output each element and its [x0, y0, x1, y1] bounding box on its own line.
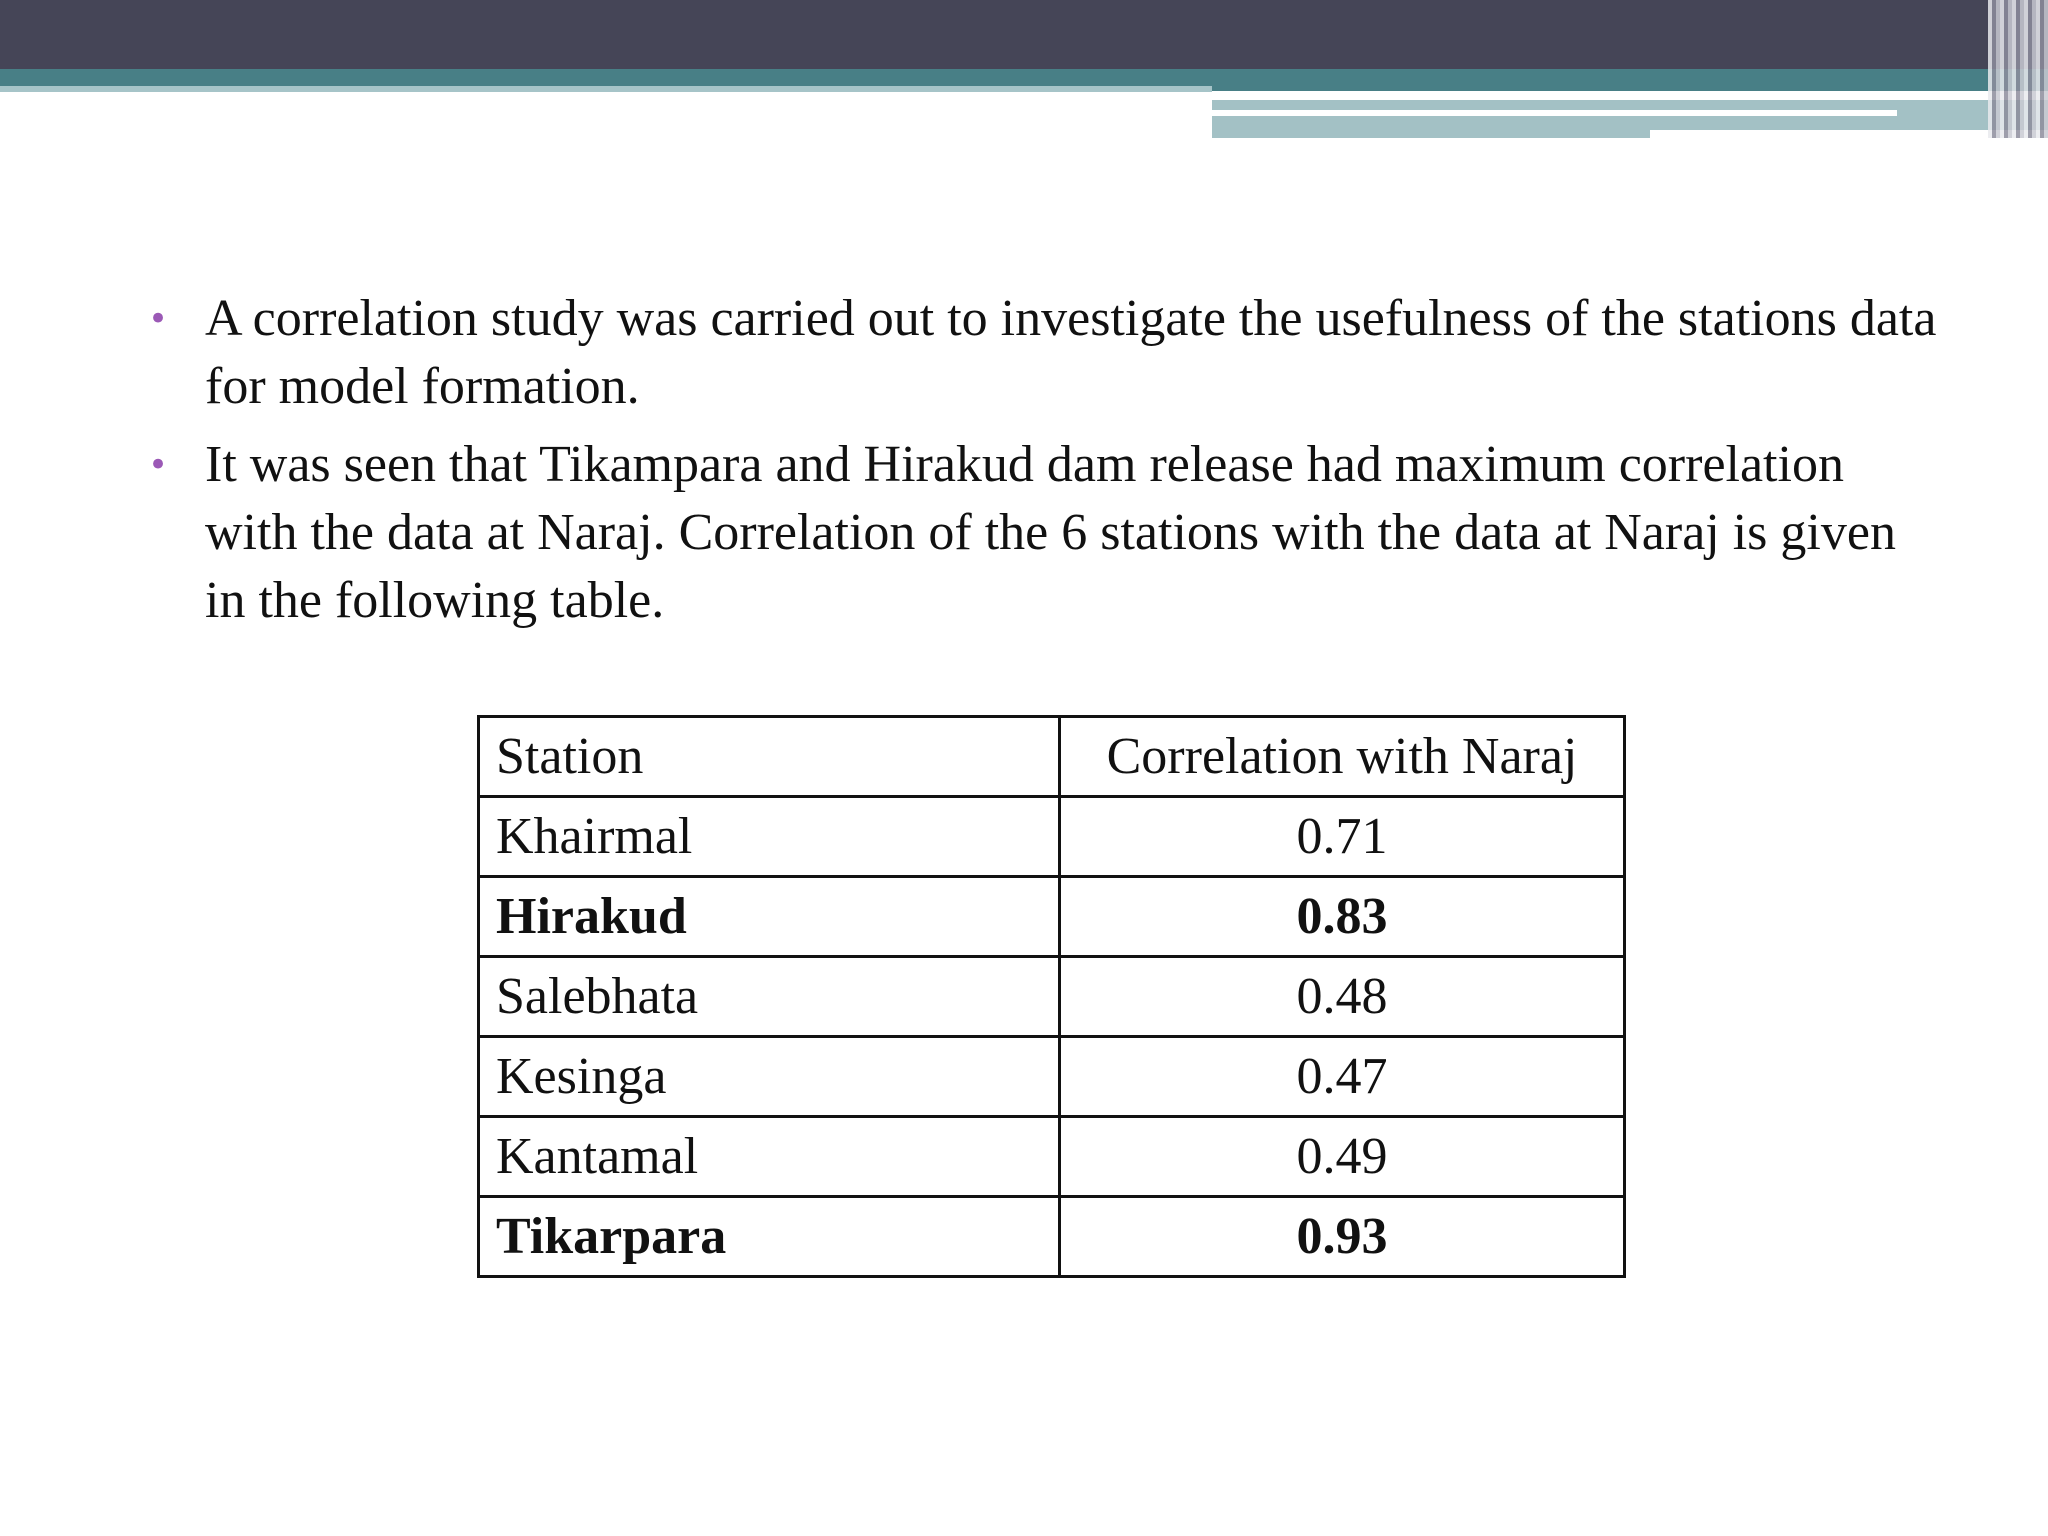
bullet-text: It was seen that Tikampara and Hirakud dam release had maximum correlation with the data at Naraj. Correlation of the 6 stations with the data at Naraj is given in the following table. [205, 436, 1896, 629]
correlation-cell: 0.48 [1060, 957, 1625, 1037]
correlation-table [477, 715, 1626, 1278]
table-row [479, 1197, 1625, 1277]
correlation-cell: 0.93 [1060, 1197, 1625, 1277]
bullet-icon: • [148, 299, 169, 339]
header-edge-stripes [1988, 0, 2048, 138]
correlation-cell: 0.83 [1060, 877, 1625, 957]
correlation-cell: 0.49 [1060, 1117, 1625, 1197]
station-cell: Khairmal [479, 797, 1060, 877]
correlation-cell: 0.71 [1060, 797, 1625, 877]
header-band-dark [0, 0, 2048, 69]
header-band-gap [0, 92, 1212, 106]
table-row [479, 1117, 1625, 1197]
bullet-text: A correlation study was carried out to investigate the usefulness of the stations data for model formation. [205, 290, 1937, 415]
station-cell: Salebhata [479, 957, 1060, 1037]
column-header-correlation: Correlation with Naraj [1060, 717, 1625, 797]
bullet-icon: • [148, 445, 169, 485]
bullet-item [148, 285, 1948, 421]
table-header-row [479, 717, 1625, 797]
table-row [479, 797, 1625, 877]
bullet-list [148, 285, 1948, 645]
table-row [479, 877, 1625, 957]
table-row [479, 957, 1625, 1037]
station-cell: Tikarpara [479, 1197, 1060, 1277]
header-band-right-line [1212, 110, 1897, 116]
station-cell: Hirakud [479, 877, 1060, 957]
correlation-cell: 0.47 [1060, 1037, 1625, 1117]
table-row [479, 1037, 1625, 1117]
station-cell: Kesinga [479, 1037, 1060, 1117]
station-cell: Kantamal [479, 1117, 1060, 1197]
column-header-station: Station [479, 717, 1060, 797]
bullet-item [148, 431, 1948, 635]
